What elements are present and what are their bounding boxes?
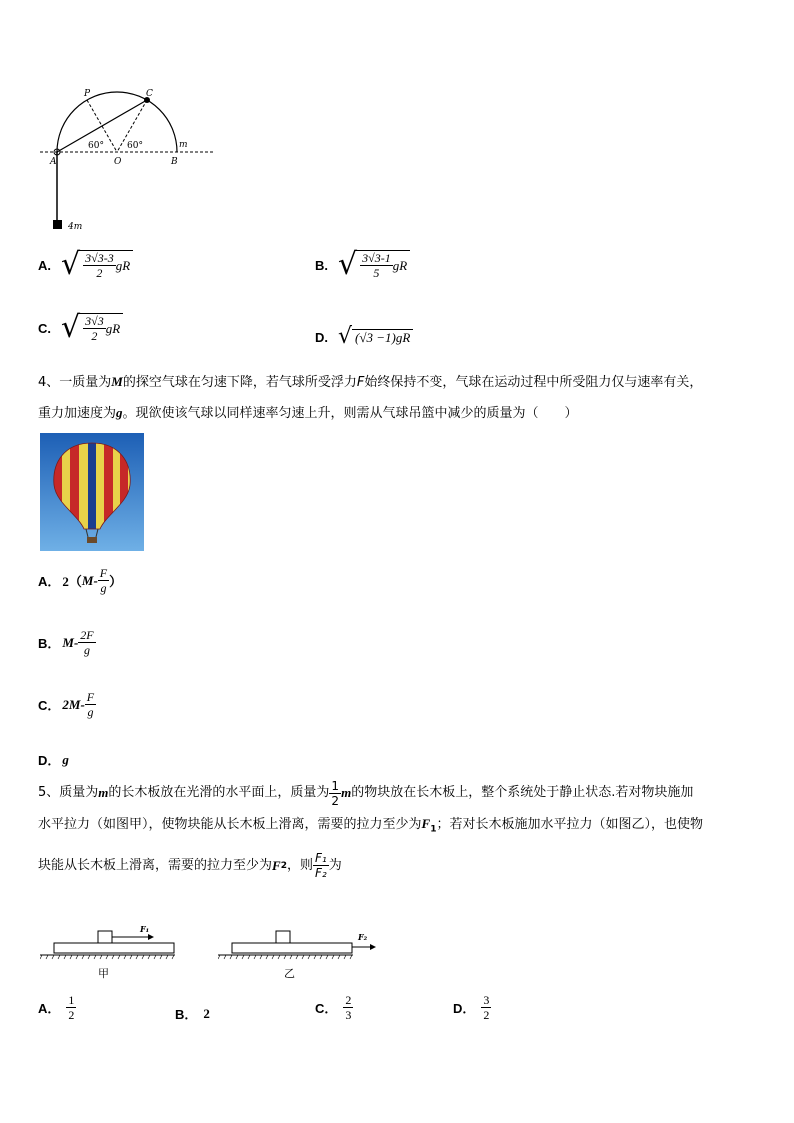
- hot-air-balloon-image: [40, 433, 144, 551]
- label-A: A: [50, 157, 57, 167]
- q4-line-1: 4、一质量为M的探空气球在匀速下降，若气球所受浮力F始终保持不变，气球在运动过程中所受阻力仅与速率有关，: [38, 374, 703, 390]
- q5-line-3: 块能从长木板上滑离，需要的拉力至少为 F 2 ，则 $\frac{\text{F₁}}{\text{F₂}}$ 为: [38, 851, 342, 881]
- label-4m: 4m: [68, 222, 83, 232]
- label-O: O: [114, 157, 122, 167]
- semicircle-diagram: [30, 82, 220, 237]
- q5-option-A[interactable]: A． $\frac{1}{2}$: [38, 993, 75, 1022]
- q5-option-D[interactable]: D． $\frac{3}{2}$: [453, 993, 490, 1022]
- q5-option-B[interactable]: B． 2: [175, 1005, 210, 1022]
- label-m: m: [179, 140, 188, 150]
- q5-line-2: 水平拉力（如图甲），使物块能从长木板上滑离，需要的拉力至少为$F_1$；若对长木板施加水平拉力（如图乙），也使物: [38, 816, 703, 835]
- q5-question: [38, 776, 768, 886]
- angle-label-1: 60°: [88, 141, 104, 151]
- force-F1-label: F₁: [140, 925, 150, 934]
- q4-option-B[interactable]: B． M- $\frac{2F}{g}$: [38, 628, 94, 657]
- label-C: C: [146, 89, 153, 99]
- q4-option-D[interactable]: D． g: [38, 751, 69, 768]
- q4-option-A[interactable]: A． 2（ M- $\frac{F}{g}$ ）: [38, 566, 123, 595]
- angle-label-2: 60°: [127, 141, 143, 151]
- q3-option-B[interactable]: B. √ $\frac{3√3-1}{5}$ gR: [315, 250, 410, 280]
- q3-option-D[interactable]: D. √ (√3 −1) gR: [315, 322, 413, 352]
- figure-yi: [218, 925, 383, 980]
- q4-line-2: 重力加速度为g。现欲使该气球以同样速率匀速上升，则需从气球吊篮中减少的质量为（ ）: [38, 405, 578, 421]
- q5-option-C[interactable]: C． $\frac{2}{3}$: [315, 993, 352, 1022]
- q4-option-C[interactable]: C． 2M- $\frac{F}{g}$: [38, 690, 95, 719]
- q3-option-C[interactable]: C. √ $\frac{3√3}{2}$ gR: [38, 313, 123, 343]
- fig-jia-label: 甲: [98, 967, 109, 980]
- q5-line-1: 5、质量为 m 的长木板放在光滑的水平面上，质量为 $\frac{1}{2}$ m 的物块放在长木板上，整个系统处于静止状态.若对物块施加: [38, 778, 694, 808]
- label-B: B: [171, 157, 178, 167]
- q3-option-A[interactable]: A. √ $\frac{3√3-3}{2}$ gR: [38, 250, 133, 280]
- semicircle-arc: [57, 92, 177, 152]
- force-F2-label: F₂: [358, 932, 368, 942]
- label-P: P: [84, 89, 91, 99]
- mass-block: [53, 220, 62, 229]
- figure-jia: [40, 925, 180, 980]
- fig-yi-label: 乙: [284, 967, 295, 980]
- q4-question: [38, 372, 768, 424]
